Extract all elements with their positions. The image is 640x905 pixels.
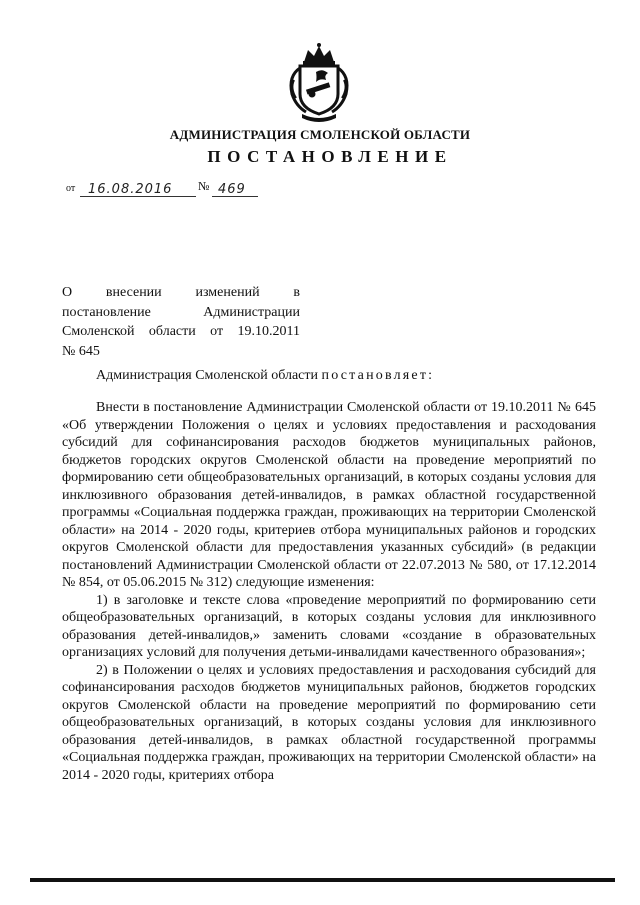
body-paragraph: Внести в постановление Администрации Смоленской области от 19.10.2011 № 645 «Об утверждении Положения о целях и условиях предоставления и расходования субсидий для софинансирования расходов бюджетов муниципальных районов, бюджетов городских округов Смоленской области на проведение мероприятий по формированию сети общеобразовательных организаций, в которых созданы условия для инклюзивного образования детей-инвалидов, в рамках областной государственной программы «Социальная поддержка граждан, проживающих на территории Смоленской области» на 2014 - 2020 годы, критериев отбора муниципальных районов и городских округов Смоленской области для предоставления указанных субсидий» (в редакции постановлений Администрации Смоленской области от 22.07.2013 № 580, от 17.12.2014 № 854, от 05.06.2015 № 312) следующие изменения:: [62, 400, 596, 590]
resolution-lead: [96, 368, 432, 384]
subject-line: № 645: [62, 343, 100, 359]
body-paragraph: 1) в заголовке и тексте слова «проведение мероприятий по формированию сети общеобразовательных организаций, в которых созданы условия для инклюзивного образования детей-инвалидов,» заменить словами «создание в образовательных организациях условий для получения детьми-инвалидами качественного образования»;: [62, 592, 596, 660]
subject-line: Смоленской области от 19.10.2011: [62, 324, 300, 339]
lead-prefix: Администрация Смоленской области: [96, 368, 319, 383]
document-subject: [62, 283, 300, 361]
subject-line: О внесении изменений в: [62, 285, 300, 300]
bottom-divider: [30, 878, 615, 882]
lead-spaced-word: постановляет: [321, 368, 429, 383]
document-type-title: ПОСТАНОВЛЕНИЕ: [207, 147, 453, 166]
date-number-line: [66, 178, 366, 200]
handwritten-date: 16.08.2016: [88, 182, 173, 197]
handwritten-number: 469: [218, 182, 246, 197]
number-label: №: [198, 179, 210, 193]
lead-suffix: :: [428, 368, 433, 383]
subject-line: постановление Администрации: [62, 304, 300, 320]
date-label: от: [66, 183, 76, 194]
coat-of-arms-emblem: [286, 42, 352, 122]
body-paragraph: 2) в Положении о целях и условиях предоставления и расходования субсидий для софинансирования расходов бюджетов муниципальных районов, бюджетов городских округов Смоленской области на проведение мероприятий по формированию сети общеобразовательных организаций, в которых созданы условия для инклюзивного образования детей-инвалидов, в рамках областной государственной программы «Социальная поддержка граждан, проживающих на территории Смоленской области» на 2014 - 2020 годы, критериях отбора: [62, 662, 596, 783]
document-body: [62, 399, 596, 784]
organization-name: АДМИНИСТРАЦИЯ СМОЛЕНСКОЙ ОБЛАСТИ: [169, 127, 471, 142]
